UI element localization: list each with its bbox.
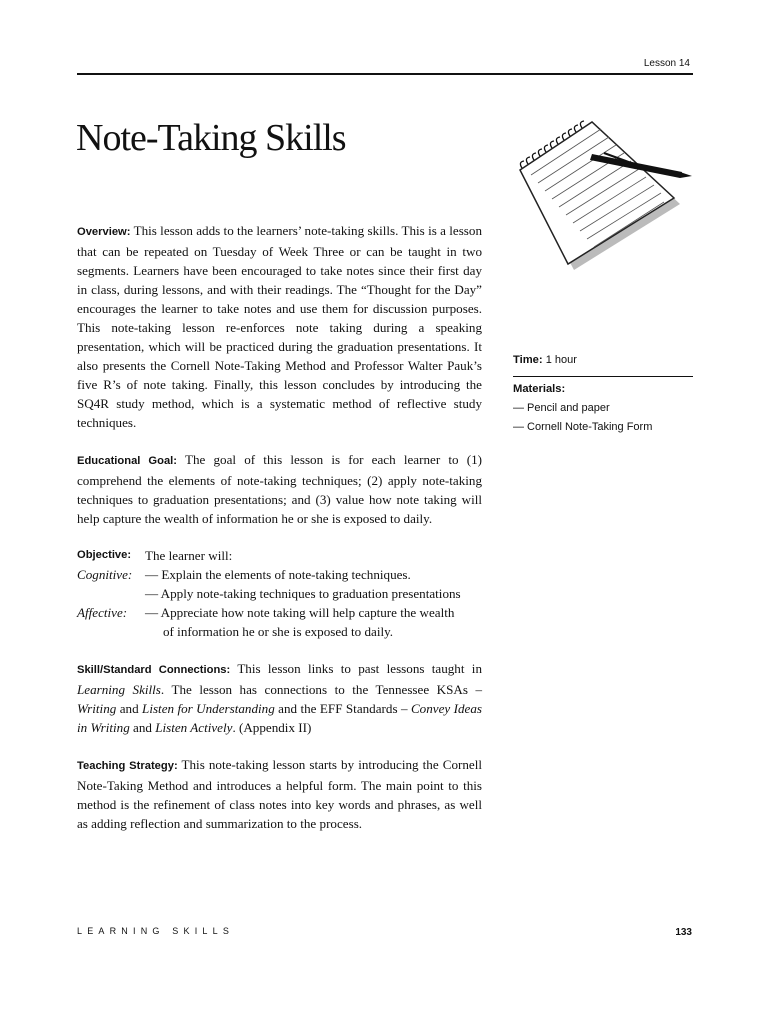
time-value: 1 hour bbox=[545, 354, 577, 366]
affective-item-1: — Appreciate how note taking will help capture the wealth bbox=[145, 605, 455, 620]
sidebar-divider bbox=[513, 376, 693, 377]
materials-item: — Cornell Note-Taking Form bbox=[513, 421, 653, 433]
notepad-page bbox=[520, 122, 674, 264]
skill-standard-italic: Learning Skills bbox=[77, 682, 161, 697]
affective-item-1-continued: of information he or she is exposed to daily. bbox=[163, 624, 394, 639]
materials-list bbox=[513, 399, 693, 437]
affective-label: Affective: bbox=[77, 605, 128, 620]
teaching-strategy-section bbox=[77, 755, 482, 833]
top-divider bbox=[77, 73, 693, 75]
teaching-strategy-label: Teaching Strategy: bbox=[77, 760, 178, 772]
time-line bbox=[513, 351, 693, 370]
objective-intro: The learner will: bbox=[145, 548, 233, 563]
skill-standard-text: and bbox=[133, 720, 152, 735]
skill-standard-italic: Writing bbox=[77, 701, 117, 716]
lesson-label: Lesson 14 bbox=[643, 58, 690, 69]
materials-label: Materials: bbox=[513, 383, 566, 395]
cognitive-label: Cognitive: bbox=[77, 567, 133, 582]
skill-standard-section bbox=[77, 659, 482, 737]
overview-text: This lesson adds to the learners’ note-taking skills. This is a lesson that can be repeated on Tuesday of Week Three or can be taught in two segments. Learners have been encouraged to take notes since their first day in class, during lessons, and with their readings. The “Thought for the Day” encourages the learner to take notes and use them for discussion purposes. This note-taking lesson re-enforces note taking during a speaking presentation, which will be practiced during the graduation presentations. It also presents the Cornell Note-Taking Method and Professor Walter Pauk’s five R’s of note taking. Finally, this lesson concludes by introducing the SQ4R study method, which is a systematic method of reflective study techniques. bbox=[77, 223, 482, 430]
overview-label: Overview: bbox=[77, 226, 131, 238]
skill-standard-text: This lesson links to past lessons taught in bbox=[237, 661, 482, 676]
page-number: 133 bbox=[675, 927, 692, 938]
skill-standard-text: and the EFF Standards – bbox=[278, 701, 408, 716]
page-title: Note-Taking Skills bbox=[76, 117, 346, 159]
objective-section bbox=[77, 546, 482, 641]
skill-standard-text: . The lesson has connections to the Tennessee KSAs – bbox=[160, 682, 483, 697]
notepad-with-pen-icon bbox=[512, 120, 692, 275]
skill-standard-italic: Listen for Understanding bbox=[142, 701, 275, 716]
skill-standard-italic: Convey Ideas in Writing bbox=[77, 701, 482, 735]
objective-label: Objective: bbox=[77, 549, 132, 561]
time-label: Time: bbox=[513, 354, 543, 366]
skill-standard-text: . (Appendix II) bbox=[232, 720, 312, 735]
overview-section bbox=[77, 221, 482, 432]
skill-standard-italic: Listen Actively bbox=[155, 720, 233, 735]
educational-goal-label: Educational Goal: bbox=[77, 455, 178, 467]
teaching-strategy-text: This note-taking lesson starts by introducing the Cornell Note-Taking Method and introduces a helpful form. The main point to this method is the refinement of class notes into key words and phrases, as well as adding reflection and summarization to the process. bbox=[77, 757, 482, 831]
educational-goal-section bbox=[77, 450, 482, 528]
main-content bbox=[77, 221, 482, 851]
skill-standard-label: Skill/Standard Connections: bbox=[77, 664, 231, 676]
educational-goal-text: The goal of this lesson is for each learner to (1) comprehend the elements of note-taking techniques; (2) apply note-taking techniques to graduation presentations; and (3) value how note taking will help capture the wealth of information he or she is exposed to daily. bbox=[77, 452, 482, 526]
skill-standard-text: and bbox=[119, 701, 139, 716]
cognitive-item-2: — Apply note-taking techniques to graduation presentations bbox=[145, 586, 461, 601]
cognitive-item-1: — Explain the elements of note-taking techniques. bbox=[145, 567, 411, 582]
footer-section-label: LEARNING SKILLS bbox=[77, 926, 235, 936]
sidebar bbox=[513, 351, 693, 437]
materials-item: — Pencil and paper bbox=[513, 402, 610, 414]
